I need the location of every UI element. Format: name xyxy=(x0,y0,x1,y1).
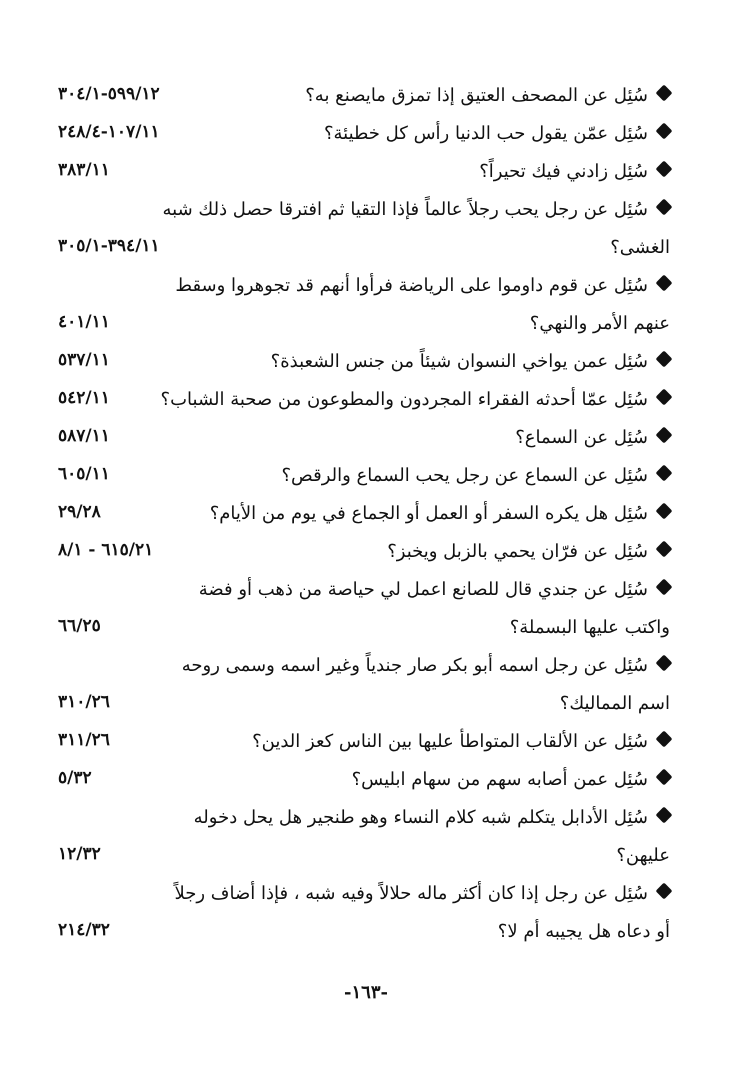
entry-continuation-line xyxy=(58,844,670,882)
entry-text: سُئِل عن رجل إذا كان أكثر ماله حلالاً وفيه شبه ، فإذا أضاف رجلاً xyxy=(174,882,648,904)
entry-line xyxy=(58,502,670,540)
entry-line xyxy=(58,806,670,844)
bullet-icon xyxy=(656,731,673,748)
entry-line xyxy=(58,350,670,388)
entry-reference: ٣١٠/٢٦ xyxy=(58,692,110,712)
entry-text: سُئِل عن قوم داوموا على الرياضة فرأوا أنهم قد تجوهروا وسقط xyxy=(175,274,648,296)
bullet-icon xyxy=(656,427,673,444)
entry-reference: ١٢/٣٢ xyxy=(58,844,101,864)
entry-reference: ٥/٣٢ xyxy=(58,768,92,788)
entry-reference: ٣٨٣/١١ xyxy=(58,160,110,180)
entry-text: سُئِل عن رجل اسمه أبو بكر صار جندياً وغير اسمه وسمى روحه xyxy=(181,654,648,676)
entry-text: سُئِل عمن يواخي النسوان شيئاً من جنس الشعبذة؟ xyxy=(270,350,648,372)
entry-text: سُئِل عن رجل يحب رجلاً عالماً فإذا التقيا ثم افترقا حصل ذلك شبه xyxy=(162,198,648,220)
entry-text: سُئِل عن الألقاب المتواطأ عليها بين الناس كعز الدين؟ xyxy=(252,730,648,752)
entry-line xyxy=(58,540,670,578)
entry-reference: ٦١٥/٢١ - ٨/١ xyxy=(58,540,154,560)
entry-reference: ١٠٧/١١-٢٤٨/٤ xyxy=(58,122,160,142)
entry-continuation-line xyxy=(58,236,670,274)
bullet-icon xyxy=(656,199,673,216)
bullet-icon xyxy=(656,807,673,824)
entry-reference: ٢٩/٢٨ xyxy=(58,502,101,522)
entry-line xyxy=(58,274,670,312)
bullet-icon xyxy=(656,351,673,368)
bullet-icon xyxy=(656,123,673,140)
entry-line xyxy=(58,160,670,198)
entry-text: سُئِل الأدابل يتكلم شبه كلام النساء وهو طنجير هل يحل دخوله xyxy=(193,806,648,828)
entry-line xyxy=(58,388,670,426)
entry-continuation-line xyxy=(58,692,670,730)
entry-line xyxy=(58,198,670,236)
entry-reference: ٥٩٩/١٢-٣٠٤/١ xyxy=(58,84,160,104)
entry-reference: ٦٠٥/١١ xyxy=(58,464,110,484)
entry-text: سُئِل هل يكره السفر أو العمل أو الجماع في يوم من الأيام؟ xyxy=(209,502,648,524)
entry-line xyxy=(58,84,670,122)
bullet-icon xyxy=(656,465,673,482)
entry-reference: ٢١٤/٣٢ xyxy=(58,920,110,940)
entry-line xyxy=(58,122,670,160)
entry-reference: ٤٠١/١١ xyxy=(58,312,110,332)
bullet-icon xyxy=(656,389,673,406)
bullet-icon xyxy=(656,85,673,102)
entry-text: سُئِل عن السماع عن رجل يحب السماع والرقص؟ xyxy=(281,464,648,486)
entry-text: سُئِل عن المصحف العتيق إذا تمزق مايصنع به؟ xyxy=(305,84,648,106)
bullet-icon xyxy=(656,275,673,292)
entry-line xyxy=(58,730,670,768)
entry-reference: ٥٣٧/١١ xyxy=(58,350,110,370)
entry-text: سُئِل عمن أصابه سهم من سهام ابليس؟ xyxy=(351,768,648,790)
entry-continuation-text: عليهن؟ xyxy=(616,844,670,866)
bullet-icon xyxy=(656,883,673,900)
entry-continuation-line xyxy=(58,920,670,958)
bullet-icon xyxy=(656,769,673,786)
entry-continuation-text: عنهم الأمر والنهي؟ xyxy=(529,312,670,334)
entry-continuation-text: أو دعاه هل يجيبه أم لا؟ xyxy=(497,920,670,942)
page-number: -١٦٣- xyxy=(344,982,388,1003)
bullet-icon xyxy=(656,579,673,596)
entry-reference: ٣٩٤/١١-٣٠٥/١ xyxy=(58,236,160,256)
entry-reference: ٦٦/٢٥ xyxy=(58,616,101,636)
bullet-icon xyxy=(656,541,673,558)
entry-line xyxy=(58,464,670,502)
bullet-icon xyxy=(656,161,673,178)
entry-line xyxy=(58,768,670,806)
entry-continuation-line xyxy=(58,312,670,350)
entry-line xyxy=(58,426,670,464)
entry-line xyxy=(58,578,670,616)
entry-reference: ٥٨٧/١١ xyxy=(58,426,110,446)
bullet-icon xyxy=(656,503,673,520)
entry-reference: ٣١١/٢٦ xyxy=(58,730,110,750)
entry-text: سُئِل عن جندي قال للصانع اعمل لي حياصة من ذهب أو فضة xyxy=(198,578,648,600)
entry-continuation-text: اسم المماليك؟ xyxy=(559,692,670,714)
entry-continuation-text: واكتب عليها البسملة؟ xyxy=(509,616,670,638)
entry-text: سُئِل عمّا أحدثه الفقراء المجردون والمطوعون من صحبة الشباب؟ xyxy=(160,388,648,410)
entry-text: سُئِل عمّن يقول حب الدنيا رأس كل خطيئة؟ xyxy=(323,122,648,144)
entry-line xyxy=(58,654,670,692)
entry-text: سُئِل زادني فيك تحيراً؟ xyxy=(479,160,648,182)
entry-continuation-line xyxy=(58,616,670,654)
entry-text: سُئِل عن فرّان يحمي بالزبل ويخبز؟ xyxy=(387,540,648,562)
entry-continuation-text: الغشى؟ xyxy=(610,236,670,258)
bullet-icon xyxy=(656,655,673,672)
entry-text: سُئِل عن السماع؟ xyxy=(515,426,648,448)
entry-line xyxy=(58,882,670,920)
entry-reference: ٥٤٢/١١ xyxy=(58,388,110,408)
entries-list xyxy=(58,84,670,958)
